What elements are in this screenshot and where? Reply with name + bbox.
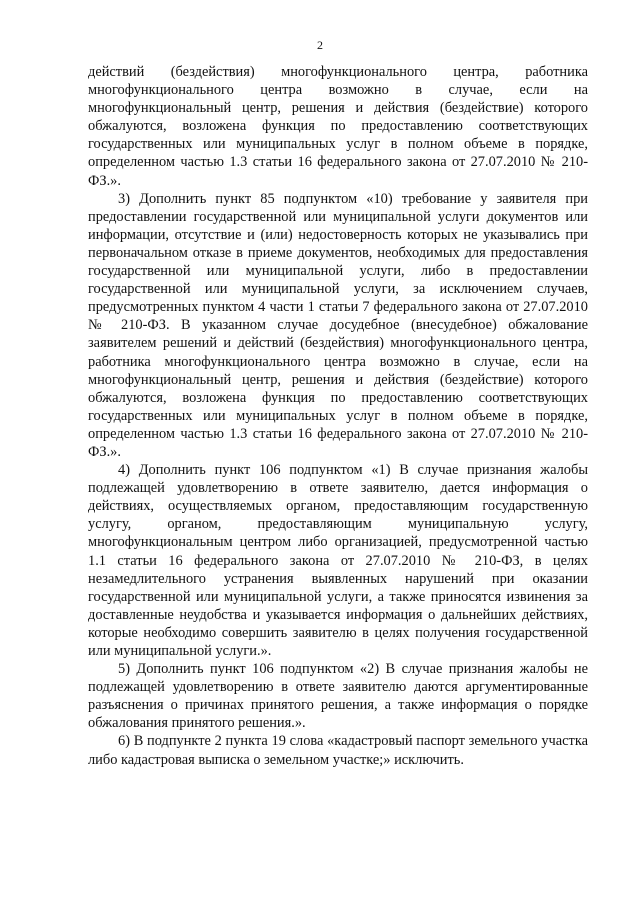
paragraph-continuation: действий (бездействия) многофункционального центра, работника многофункционального центра возможно в случае, если на многофункциональный центр, решения и действия (бездействие) которого обжалуются, возложена функция по предоставлению соответствующих государственных или муниципальных услуг в полном объеме в порядке, определенном частью 1.3 статьи 16 федерального закона от 27.07.2010 № 210-ФЗ.». (88, 64, 588, 189)
page-number: 2 (317, 38, 323, 52)
paragraph-item-5: 5) Дополнить пункт 106 подпунктом «2) В случае признания жалобы не подлежащей удовлетворению в ответе заявителю даются аргументированные разъяснения о причинах принятого решения, а также информация о порядке обжалования принятого решения.». (88, 661, 588, 732)
document-body (88, 63, 588, 769)
paragraph-item-3: 3) Дополнить пункт 85 подпунктом «10) требование у заявителя при предоставлении государственной или муниципальной услуги документов или информации, отсутствие и (или) недостоверность которых не указывались при первоначальном отказе в приеме документов, необходимых для предоставления государственной или муниципальной услуги, либо в предоставлении государственной или муниципальной услуги, за исключением случаев, предусмотренных пунктом 4 части 1 статьи 7 федерального закона от 27.07.2010 № 210-ФЗ. В указанном случае досудебное (внесудебное) обжалование заявителем решений и действий (бездействия) многофункционального центра, работника многофункционального центра возможно в случае, если на многофункциональный центр, решения и действия (бездействие) которого обжалуются, возложена функция по предоставлению соответствующих государственных или муниципальных услуг в полном объеме в порядке, определенном частью 1.3 статьи 16 федерального закона от 27.07.2010 № 210-ФЗ.». (88, 190, 588, 460)
paragraph-item-4: 4) Дополнить пункт 106 подпунктом «1) В случае признания жалобы подлежащей удовлетворению в ответе заявителю, дается информация о действиях, осуществляемых органом, предоставляющим государственную услугу, органом, предоставляющим муниципальную услугу, многофункциональным центром либо организацией, предусмотренной частью 1.1 статьи 16 федерального закона от 27.07.2010 № 210-ФЗ, в целях незамедлительного устранения выявленных нарушений при оказании государственной или муниципальной услуги, а также приносятся извинения за доставленные неудобства и указывается информация о дальнейших действиях, которые необходимо совершить заявителю в целях получения государственной или муниципальной услуги.». (88, 462, 588, 659)
paragraph-item-6: 6) В подпункте 2 пункта 19 слова «кадастровый паспорт земельного участка либо кадастровая выписка о земельном участке;» исключить. (88, 733, 588, 768)
